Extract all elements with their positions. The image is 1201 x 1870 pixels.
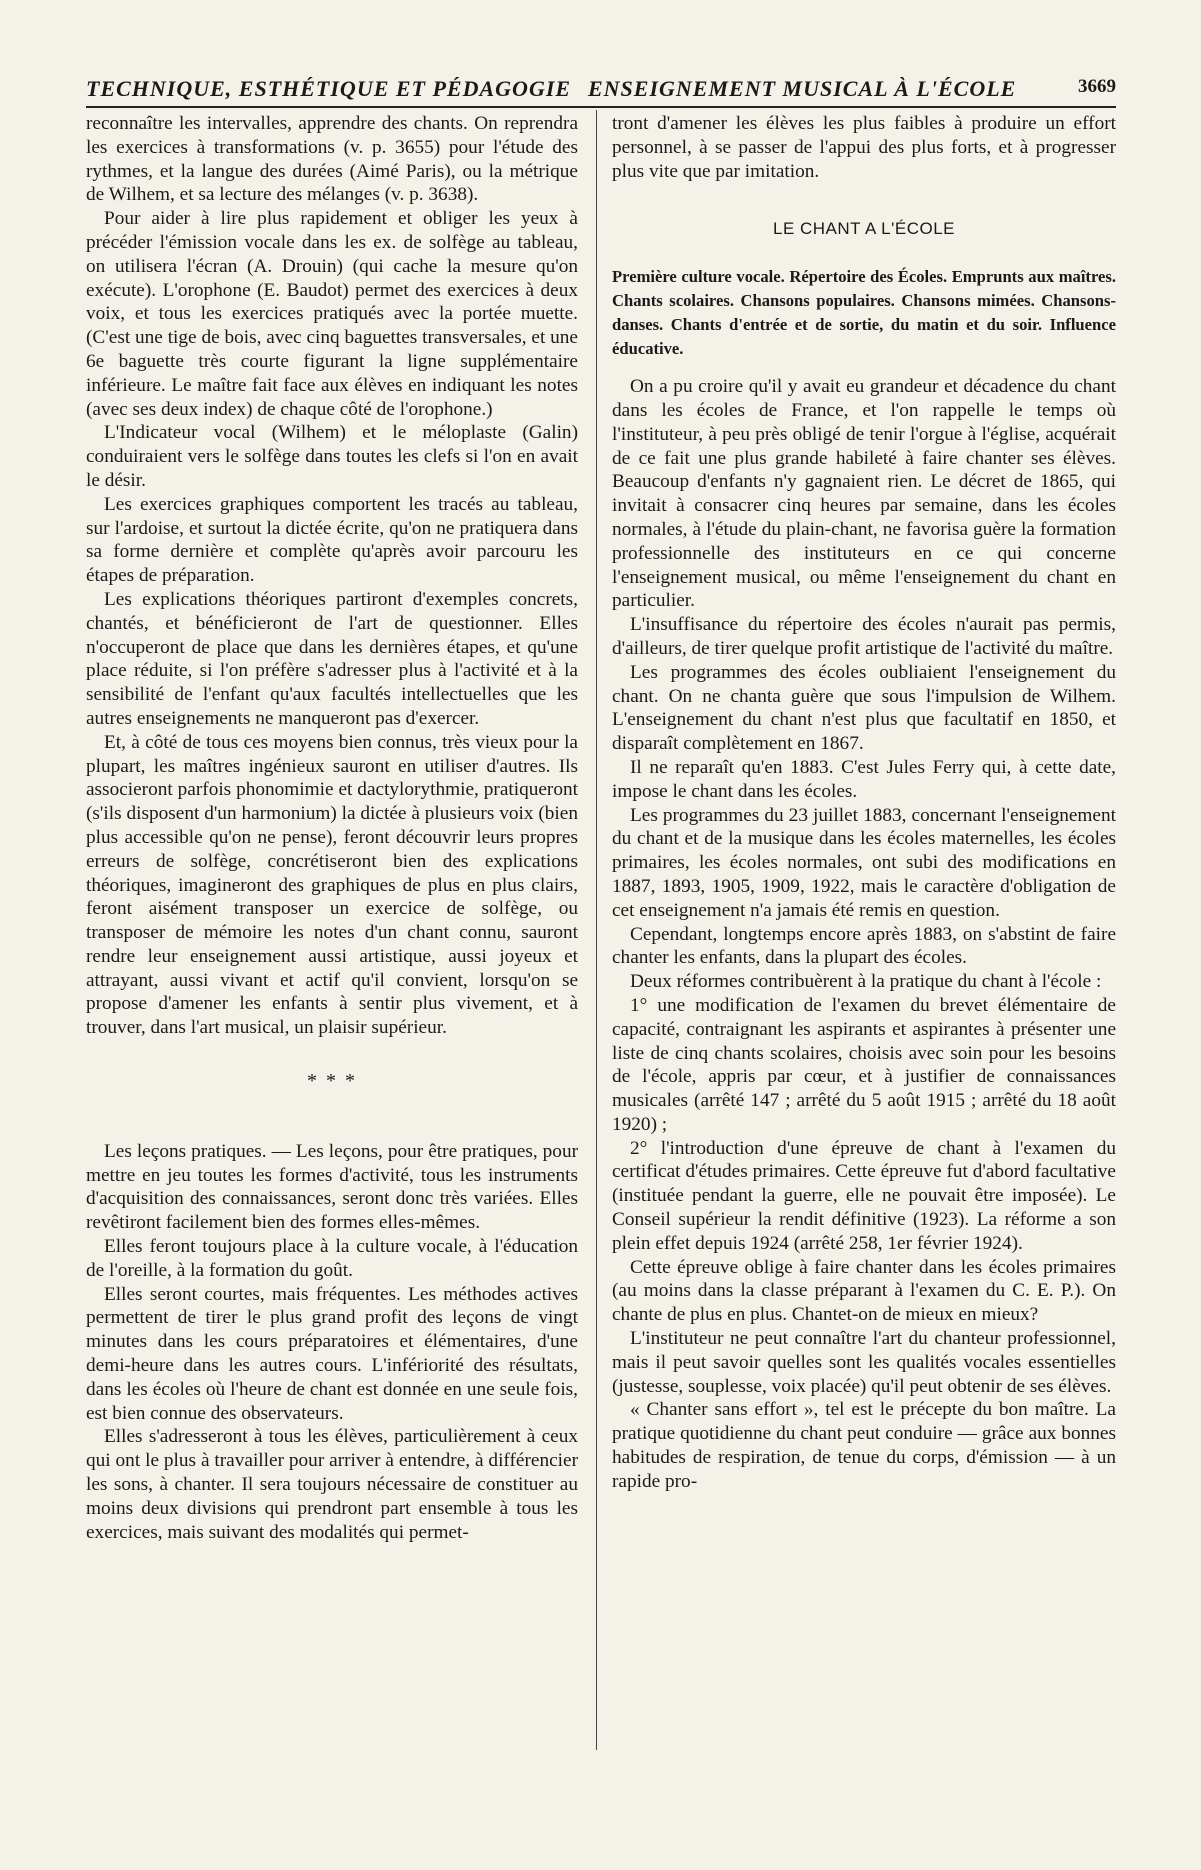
paragraph: Et, à côté de tous ces moyens bien connus, très vieux pour la plupart, les maîtres ingénieux sauront en utiliser d'autres. Ils associeront parfois phonomimie et dactylorythmie, pratiqueront (s'ils disposent d'un harmonium) la dictée à plusieurs voix (bien plus accessible qu'on ne pense), feront découvrir leurs propres erreurs de solfège, concrétiseront bien des explications théoriques, imagineront des graphiques de plus en plus clairs, feront aisément transposer un exercice de solfège, ou transposer de mémoire les notes d'un chant connu, sauront rendre leur enseignement aussi artistique, aussi joyeux et attrayant, aussi vivant et actif qu'il convient, lorsqu'on se propose d'amener les enfants à sentir plus vivement, et à trouver, dans l'art musical, un plaisir supérieur.	[86, 731, 578, 1039]
paragraph: Les exercices graphiques comportent les tracés au tableau, sur l'ardoise, et surtout la dictée écrite, qu'on ne pratiquera dans sa forme dernière et complète qu'après avoir parcouru les étapes de préparation.	[86, 493, 578, 587]
section-separator: * * *	[307, 1070, 357, 1093]
paragraph: L'instituteur ne peut connaître l'art du chanteur professionnel, mais il peut savoir quelles sont les qualités vocales essentielles (justesse, souplesse, voix placée) qu'il peut obtenir de ses élèves.	[612, 1328, 1116, 1397]
header-left-title: TECHNIQUE, ESTHÉTIQUE ET PÉDAGOGIE	[86, 76, 572, 101]
paragraph: reconnaître les intervalles, apprendre des chants. On reprendra les exercices à transformations (v. p. 3655) pour l'étude des rythmes, et la langue des durées (Aimé Paris), ou la métrique de Wilhem, et sa lecture des mélanges (v. p. 3638).	[86, 113, 578, 206]
right-column	[612, 112, 1116, 1494]
paragraph: Elles s'adresseront à tous les élèves, particulièrement à ceux qui ont le plus à travailler pour arriver à entendre, à différencier les sons, à chanter. Il sera toujours nécessaire de constituer au moins deux divisions qui prendront part ensemble à tous les exercices, mais suivant des modalités qui permet-	[86, 1426, 578, 1543]
running-header	[86, 76, 1116, 106]
page-number: 3669	[1078, 76, 1116, 97]
paragraph: 2° l'introduction d'une épreuve de chant à l'examen du certificat d'études primaires. Cette épreuve fut d'abord facultative (instituée pendant la guerre, elle ne pouvait être imposée). Le Conseil supérieur la rendit définitive (1923). La réforme a son plein effet depuis 1924 (arrêté 258, 1er février 1924).	[612, 1137, 1116, 1254]
section-title: LE CHANT A L'ÉCOLE	[772, 219, 955, 239]
paragraph: Deux réformes contribuèrent à la pratique du chant à l'école :	[630, 971, 1102, 993]
paragraph: L'insuffisance du répertoire des écoles n'aurait pas permis, d'ailleurs, de tirer quelque profit artistique de l'activité du maître.	[612, 614, 1116, 659]
paragraph: tront d'amener les élèves les plus faibles à produire un effort personnel, à se passer de l'appui des plus forts, et à progresser plus vite que par imitation.	[612, 113, 1116, 182]
header-right-title: ENSEIGNEMENT MUSICAL À L'ÉCOLE	[588, 76, 1017, 101]
column-divider	[596, 110, 597, 1750]
paragraph: Pour aider à lire plus rapidement et obliger les yeux à précéder l'émission vocale dans les ex. de solfège au tableau, on utilisera l'écran (A. Drouin) (qui cache la mesure qu'on exécute). L'orophone (E. Baudot) permet des exercices à deux voix, et tous les exercices pratiqués avec la portée muette. (C'est une tige de bois, avec cinq baguettes transversales, et une 6e baguette très courte figurant la ligne supplémentaire inférieure. Le maître fait face aux élèves en indiquant les notes (avec ses deux index) de chaque côté de l'orophone.)	[86, 208, 578, 420]
paragraph: Elles feront toujours place à la culture vocale, à l'éducation de l'oreille, à la formation du goût.	[86, 1236, 578, 1281]
header-rule	[86, 106, 1116, 108]
paragraph: Les leçons pratiques. — Les leçons, pour être pratiques, pour mettre en jeu toutes les formes d'activité, tous les instruments d'acquisition des connaissances, seront donc très variées. Elles revêtiront facilement bien des formes elles-mêmes.	[86, 1140, 578, 1234]
paragraph: Cette épreuve oblige à faire chanter dans les écoles primaires (au moins dans la classe préparant à l'examen du C. E. P.). On chante de plus en plus. Chantet-on de mieux en mieux?	[612, 1256, 1116, 1326]
paragraph: Elles seront courtes, mais fréquentes. Les méthodes actives permettent de tirer le plus grand profit des leçons de vingt minutes dans les cours préparatoires et élémentaires, d'une demi-heure dans les autres cours. L'infériorité des résultats, dans les écoles où l'heure de chant est donnée en une seule fois, est bien connue des observateurs.	[86, 1283, 578, 1424]
paragraph: Cependant, longtemps encore après 1883, on s'abstint de faire chanter les enfants, dans la plupart des écoles.	[612, 923, 1116, 969]
left-column	[86, 112, 578, 1544]
paragraph: Les explications théoriques partiront d'exemples concrets, chantés, et bénéficieront de l'art de questionner. Elles n'occuperont de place que dans les dernières étapes, et qu'une place réduite, si l'on préfère s'adresser plus à l'activité et à la sensibilité de l'enfant qu'aux facultés intellectuelles que les autres enseignements ne manqueront pas d'exercer.	[86, 588, 578, 729]
paragraph: Les programmes des écoles oubliaient l'enseignement du chant. On ne chanta guère que sous l'impulsion de Wilhem. L'enseignement du chant n'est plus que facultatif en 1850, et disparaît complètement en 1867.	[612, 661, 1116, 755]
paragraph: On a pu croire qu'il y avait eu grandeur et décadence du chant dans les écoles de France, et l'on rappelle le temps où l'instituteur, à peu près obligé de tenir l'orgue à l'église, acquérait de ce fait une plus grande habileté à faire chanter ses élèves. Beaucoup d'enfants n'y gagnaient rien. Le décret de 1865, qui invitait à consacrer cinq heures par semaine, dans les écoles normales, à l'étude du plain-chant, ne favorisa guère la formation professionnelle des instituteurs en ce qui concerne l'enseignement musical, ou même l'enseignement du chant en particulier.	[612, 376, 1116, 612]
section-summary: Première culture vocale. Répertoire des Écoles. Emprunts aux maîtres. Chants scolaires. Chansons populaires. Chansons mimées. Chansons-danses. Chants d'entrée et de sortie, du matin et du soir. Influence éducative.	[612, 267, 1116, 359]
paragraph: 1° une modification de l'examen du brevet élémentaire de capacité, contraignant les aspirants et aspirantes à présenter une liste de cinq chants scolaires, choisis avec soin pour les besoins de l'école, appris par cœur, et à justifier de connaissances musicales (arrêté 147 ; arrêté du 5 août 1915 ; arrêté du 18 août 1920) ;	[612, 994, 1116, 1135]
paragraph: Il ne reparaît qu'en 1883. C'est Jules Ferry qui, à cette date, impose le chant dans les écoles.	[612, 756, 1116, 802]
paragraph: « Chanter sans effort », tel est le précepte du bon maître. La pratique quotidienne du chant peut conduire — grâce aux bonnes habitudes de respiration, de tenue du corps, d'émission — à un rapide pro-	[612, 1399, 1116, 1492]
paragraph: L'Indicateur vocal (Wilhem) et le méloplaste (Galin) conduiraient vers le solfège dans toutes les clefs si l'on en avait le désir.	[86, 422, 578, 491]
paragraph: Les programmes du 23 juillet 1883, concernant l'enseignement du chant et de la musique dans les écoles maternelles, les écoles primaires, les écoles normales, ont subi des modifications en 1887, 1893, 1905, 1909, 1922, mais le caractère d'obligation de cet enseignement n'a jamais été remis en question.	[612, 804, 1116, 921]
